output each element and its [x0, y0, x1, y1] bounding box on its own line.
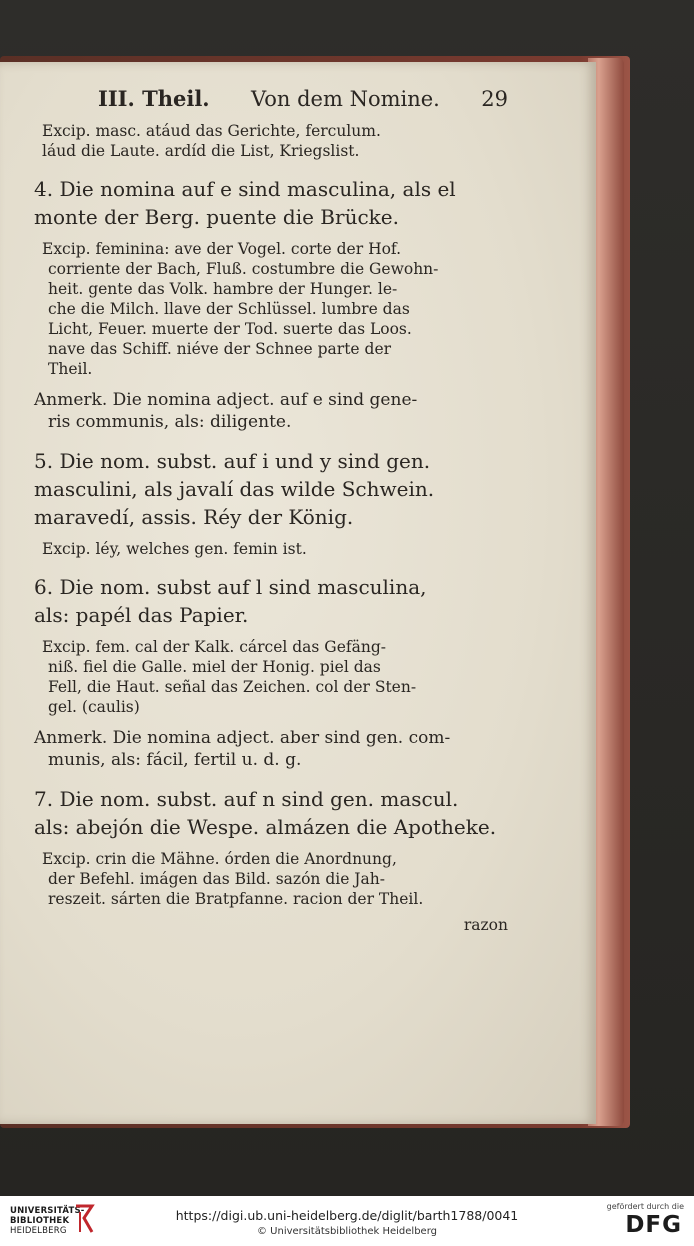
- text-line: als: abejón die Wespe. almázen die Apotheke.: [34, 815, 497, 839]
- running-header: [98, 86, 508, 111]
- funder-label: gefördert durch die: [606, 1202, 684, 1211]
- text-line: heit. gente das Volk. hambre der Hunger. le-: [48, 280, 398, 298]
- text-line: masculini, als javalí das wilde Schwein.: [34, 477, 435, 501]
- text-line: láud die Laute. ardíd die List, Kriegslist.: [42, 142, 360, 160]
- text-line: monte der Berg. puente die Brücke.: [34, 205, 399, 229]
- text-line: nave das Schiff. niéve der Schnee parte der: [48, 340, 392, 358]
- page-content: [34, 86, 514, 935]
- library-name-line1: UNIVERSITÄTS-: [10, 1206, 85, 1216]
- text-line: munis, als: fácil, fertil u. d. g.: [48, 750, 302, 770]
- header-title: Von dem Nomine.: [251, 87, 440, 111]
- text-line: 7. Die nom. subst. auf n sind gen. mascul.: [34, 787, 459, 811]
- excep-top-paragraph: [42, 121, 514, 161]
- text-line: che die Milch. llave der Schlüssel. lumbre das: [48, 300, 410, 318]
- copyright-notice: © Universitätsbibliothek Heidelberg: [256, 1226, 437, 1237]
- text-line: Anmerk. Die nomina adject. auf e sind gene-: [34, 390, 418, 410]
- text-line: Excip. feminina: ave der Vogel. corte der Hof.: [42, 240, 402, 258]
- text-line: als: papél das Papier.: [34, 603, 249, 627]
- viewer-footer: [0, 1196, 694, 1246]
- text-line: maravedí, assis. Réy der König.: [34, 505, 354, 529]
- excep-paragraph: [42, 637, 514, 717]
- rule-paragraph: [34, 573, 514, 629]
- library-name-line3: HEIDELBERG: [10, 1226, 67, 1236]
- rule-paragraph: [34, 175, 514, 231]
- text-line: Excip. fem. cal der Kalk. cárcel das Gefäng-: [42, 638, 386, 656]
- page-number: 29: [481, 87, 508, 111]
- dfg-logo[interactable]: DFG: [625, 1212, 682, 1238]
- permalink-url[interactable]: https://digi.ub.uni-heidelberg.de/diglit/barth1788/0041: [175, 1208, 519, 1223]
- rule-paragraph: [34, 785, 514, 841]
- text-line: niß. fiel die Galle. miel der Honig. piel das: [48, 658, 381, 676]
- text-blocks: [34, 121, 514, 909]
- text-line: Anmerk. Die nomina adject. aber sind gen. com-: [34, 728, 451, 748]
- header-part: III. Theil.: [98, 86, 210, 111]
- text-line: Theil.: [48, 360, 93, 378]
- rule-paragraph: [34, 447, 514, 531]
- excep-paragraph: [42, 239, 514, 379]
- catchword: razon: [463, 916, 508, 934]
- text-line: Excip. crin die Mähne. órden die Anordnung,: [42, 850, 397, 868]
- note-paragraph: [34, 727, 514, 771]
- excep-paragraph: [42, 849, 514, 909]
- text-line: der Befehl. imágen das Bild. sazón die Jah-: [48, 870, 385, 888]
- text-line: 6. Die nom. subst auf l sind masculina,: [34, 575, 427, 599]
- text-line: 5. Die nom. subst. auf i und y sind gen.: [34, 449, 431, 473]
- library-name-line2: BIBLIOTHEK: [10, 1216, 70, 1226]
- note-paragraph: [34, 389, 514, 433]
- text-line: ris communis, als: diligente.: [48, 412, 292, 432]
- text-line: gel. (caulis): [48, 698, 140, 716]
- text-line: 4. Die nomina auf e sind masculina, als el: [34, 177, 456, 201]
- text-line: Excip. léy, welches gen. femin ist.: [42, 540, 307, 558]
- text-line: Fell, die Haut. señal das Zeichen. col der Sten-: [48, 678, 417, 696]
- text-line: Licht, Feuer. muerte der Tod. suerte das Loos.: [48, 320, 412, 338]
- text-line: Excip. masc. atáud das Gerichte, ferculum.: [42, 122, 381, 140]
- excep-paragraph: [42, 539, 514, 559]
- text-line: reszeit. sárten die Bratpfanne. racion der Theil.: [48, 890, 424, 908]
- text-line: corriente der Bach, Fluß. costumbre die Gewohn-: [48, 260, 439, 278]
